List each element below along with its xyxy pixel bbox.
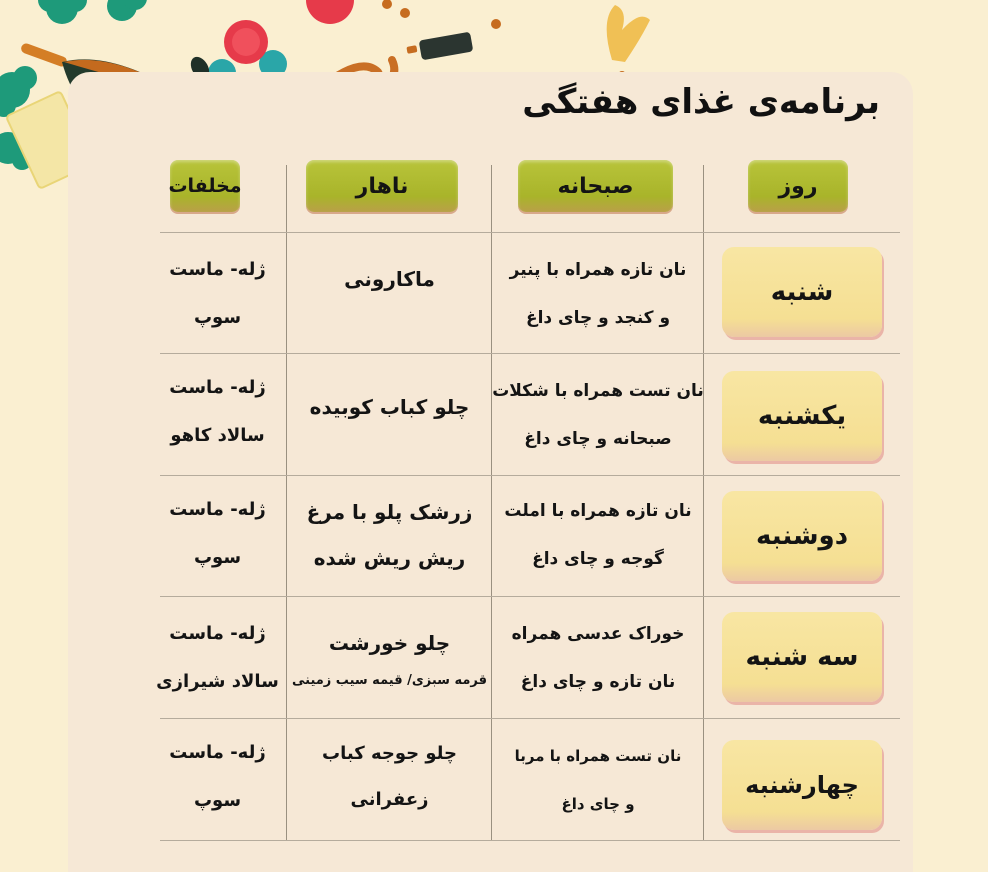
sides-line: سوپ xyxy=(193,547,242,568)
lunch-line: ماکارونی xyxy=(344,267,435,291)
lunch-line: قرمه سبزی/ قیمه سیب زمینی xyxy=(291,672,488,688)
sides-cell xyxy=(150,722,285,832)
sides-line: ژله- ماست xyxy=(169,622,266,644)
column-divider xyxy=(286,165,287,840)
breakfast-cell xyxy=(493,479,703,591)
lunch-line: چلو جوجه کباب xyxy=(322,743,457,764)
sides-cell xyxy=(150,236,285,351)
sides-line: سالاد شیرازی xyxy=(156,670,279,692)
row-divider xyxy=(160,232,900,233)
lunch-cell xyxy=(288,236,491,351)
lunch-cell xyxy=(288,479,491,591)
lunch-line: ریش ریش شده xyxy=(313,546,466,570)
page-title: برنامه‌ی غذای هفتگی xyxy=(522,82,880,122)
breakfast-line: و چای داغ xyxy=(561,794,635,813)
sides-line: سوپ xyxy=(193,306,242,328)
header-day: روز xyxy=(748,160,848,212)
breakfast-line: گوجه و چای داغ xyxy=(532,549,664,569)
sides-cell xyxy=(150,600,285,715)
sides-cell xyxy=(150,357,285,467)
header-breakfast: صبحانه xyxy=(518,160,673,212)
lunch-line: زرشک پلو با مرغ xyxy=(306,500,473,524)
sides-line: ژله- ماست xyxy=(169,377,266,398)
day-label: چهارشنبه xyxy=(722,740,882,830)
breakfast-cell xyxy=(493,236,703,351)
ginger-icon xyxy=(607,5,650,62)
lunch-cell xyxy=(288,600,491,715)
bottle-icon xyxy=(382,0,501,60)
lunch-line: چلو کباب کوبیده xyxy=(309,395,470,419)
breakfast-line: نان تازه همراه با پنیر xyxy=(509,259,687,280)
row-divider xyxy=(160,475,900,476)
day-label: یکشنبه xyxy=(722,371,882,461)
sides-line: سوپ xyxy=(193,790,242,811)
row-divider xyxy=(160,353,900,354)
row-divider xyxy=(160,840,900,841)
column-divider xyxy=(491,165,492,840)
lunch-cell xyxy=(288,722,491,832)
breakfast-line: خوراک عدسی همراه xyxy=(511,623,685,644)
lunch-line: چلو خورشت xyxy=(328,630,451,655)
row-divider xyxy=(160,596,900,597)
breakfast-cell xyxy=(493,600,703,715)
sides-line: ژله- ماست xyxy=(169,742,266,763)
row-divider xyxy=(160,718,900,719)
breakfast-cell xyxy=(493,357,703,472)
day-label: سه شنبه xyxy=(722,612,882,702)
header-lunch: ناهار xyxy=(306,160,458,212)
lunch-line: زعفرانی xyxy=(350,789,429,810)
sides-line: سالاد کاهو xyxy=(170,425,265,446)
breakfast-line: صبحانه و چای داغ xyxy=(524,428,672,449)
breakfast-line: و کنجد و چای داغ xyxy=(525,307,671,328)
sides-line: ژله- ماست xyxy=(169,499,266,520)
column-divider xyxy=(703,165,704,840)
day-label: دوشنبه xyxy=(722,491,882,581)
header-sides: مخلفات xyxy=(170,160,240,212)
breakfast-line: نان تست همراه با شکلات xyxy=(492,380,704,401)
breakfast-cell xyxy=(493,722,703,837)
sides-line: ژله- ماست xyxy=(169,258,266,280)
day-label: شنبه xyxy=(722,247,882,337)
lunch-cell xyxy=(288,357,491,457)
breakfast-line: نان تست همراه با مربا xyxy=(514,746,682,765)
breakfast-line: نان تازه و چای داغ xyxy=(520,671,676,692)
sides-cell xyxy=(150,479,285,589)
breakfast-line: نان تازه همراه با املت xyxy=(504,501,692,521)
